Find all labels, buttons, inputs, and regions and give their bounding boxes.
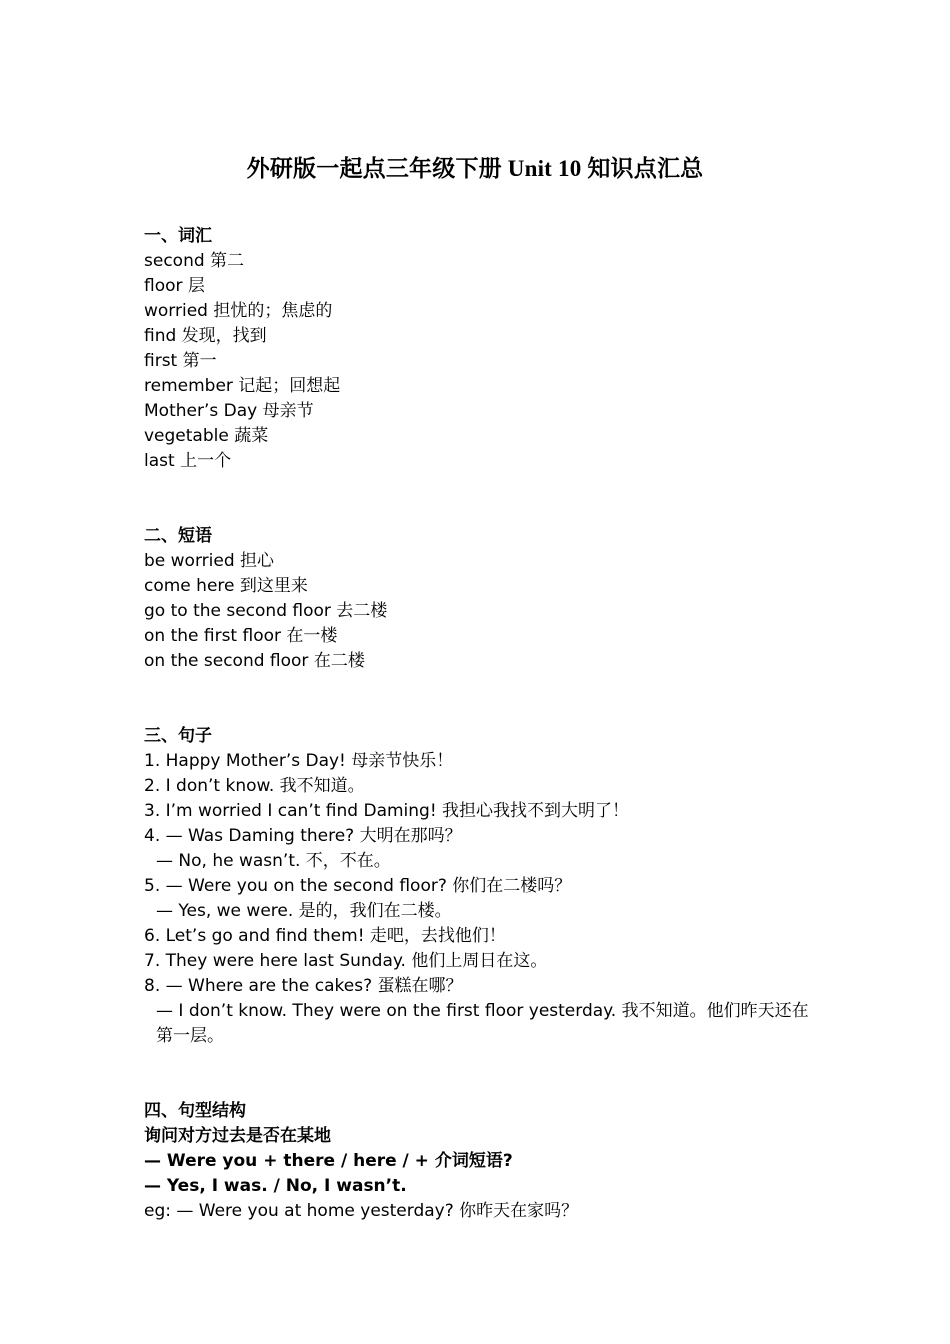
sentences-heading: 三、句子 <box>144 726 212 746</box>
phrase-item: be worried 担心 <box>144 551 275 571</box>
sentence-item: 7. They were here last Sunday. 他们上周日在这。 <box>144 951 548 971</box>
vocabulary-item: worried 担忧的；焦虑的 <box>144 301 333 321</box>
sentence-item: 2. I don’t know. 我不知道。 <box>144 776 365 796</box>
sentence-item: 4. — Was Daming there? 大明在那吗？ <box>144 826 462 846</box>
structure-pattern-question: — Were you + there / here / + 介词短语? <box>144 1151 513 1171</box>
vocabulary-item: second 第二 <box>144 251 245 271</box>
structures-heading: 四、句型结构 <box>144 1101 246 1121</box>
document-title: 外研版一起点三年级下册 Unit 10 知识点汇总 <box>246 156 704 181</box>
vocabulary-item: vegetable 蔬菜 <box>144 426 269 446</box>
vocabulary-item: find 发现，找到 <box>144 326 267 346</box>
vocabulary-item: last 上一个 <box>144 451 232 471</box>
sentence-reply: — I don’t know. They were on the first floor yesterday. 我不知道。他们昨天还在第一层。 <box>156 1001 809 1046</box>
section-spacer <box>144 674 814 724</box>
section-spacer <box>144 474 814 524</box>
phrases-section <box>144 524 814 674</box>
phrase-item: on the first floor 在一楼 <box>144 626 338 646</box>
sentences-section <box>144 724 814 1049</box>
document-body <box>144 224 814 1224</box>
phrase-item: go to the second floor 去二楼 <box>144 601 388 621</box>
sentence-item: 1. Happy Mother’s Day! 母亲节快乐！ <box>144 751 454 771</box>
sentence-reply: — No, he wasn’t. 不，不在。 <box>156 851 391 871</box>
section-spacer <box>144 1049 814 1099</box>
vocabulary-heading: 一、词汇 <box>144 226 212 246</box>
sentence-item: 6. Let’s go and find them! 走吧，去找他们！ <box>144 926 506 946</box>
sentence-item: 5. — Were you on the second floor? 你们在二楼吗？ <box>144 876 572 896</box>
vocabulary-item: first 第一 <box>144 351 217 371</box>
structure-pattern-answer: — Yes, I was. / No, I wasn’t. <box>144 1176 407 1196</box>
sentence-item: 3. I’m worried I can’t find Daming! 我担心我找不到大明了！ <box>144 801 630 821</box>
structure-example: eg: — Were you at home yesterday? 你昨天在家吗？ <box>144 1201 579 1221</box>
phrase-item: on the second floor 在二楼 <box>144 651 365 671</box>
vocabulary-section <box>144 224 814 474</box>
phrases-heading: 二、短语 <box>144 526 212 546</box>
structure-subheading: 询问对方过去是否在某地 <box>144 1126 331 1146</box>
vocabulary-item: remember 记起；回想起 <box>144 376 341 396</box>
sentence-item: 8. — Where are the cakes? 蛋糕在哪？ <box>144 976 463 996</box>
structures-section <box>144 1099 814 1224</box>
vocabulary-item: floor 层 <box>144 276 205 296</box>
phrase-item: come here 到这里来 <box>144 576 308 596</box>
sentence-reply: — Yes, we were. 是的，我们在二楼。 <box>156 901 452 921</box>
vocabulary-item: Mother’s Day 母亲节 <box>144 401 314 421</box>
